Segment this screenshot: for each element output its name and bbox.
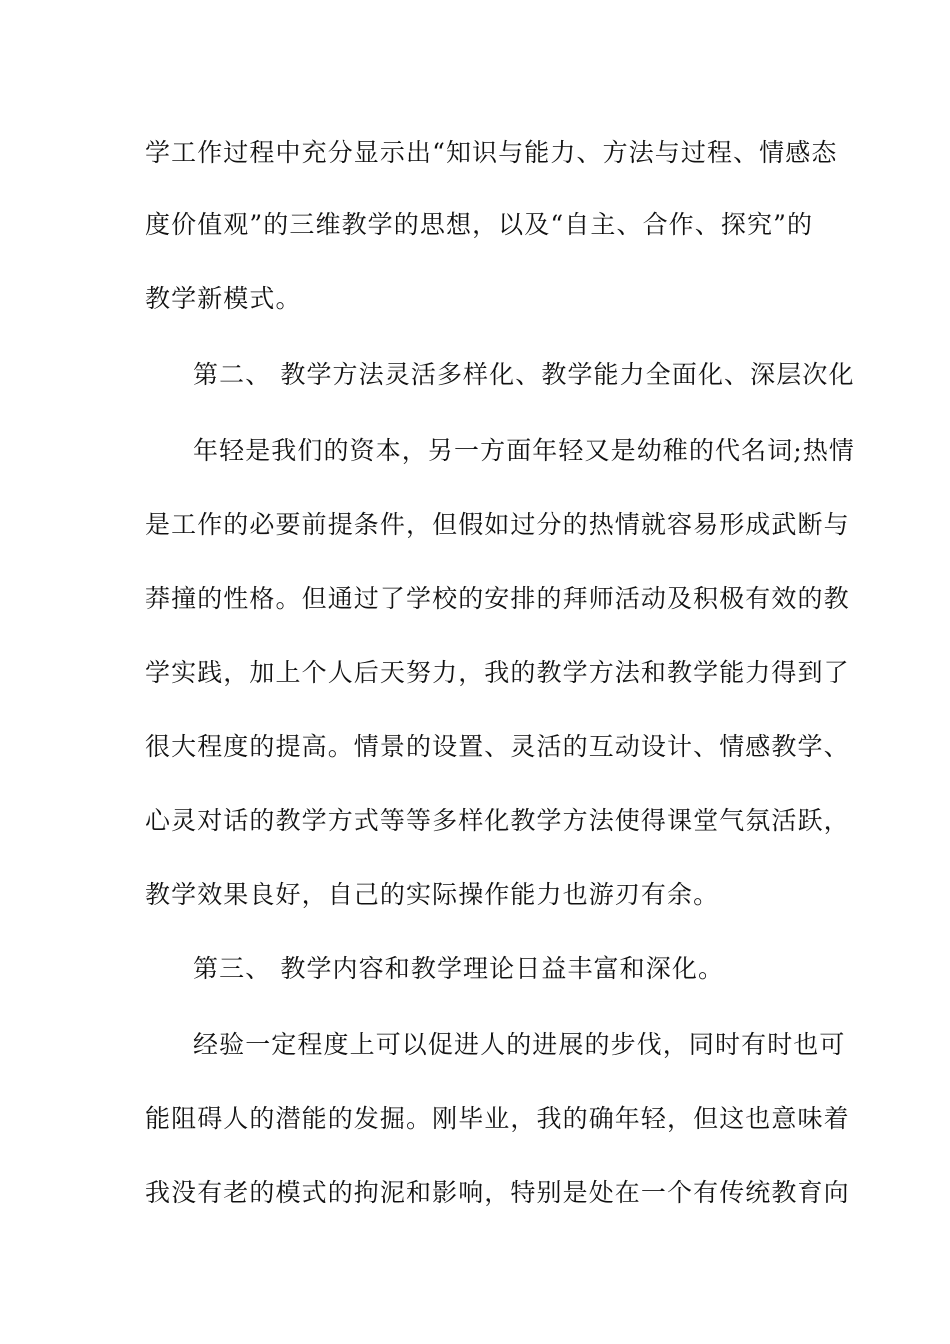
- text-line: 莽撞的性格。但通过了学校的安排的拜师活动及积极有效的教: [145, 584, 850, 613]
- text-line: 心灵对话的教学方式等等多样化教学方法使得课堂气氛活跃，: [145, 806, 850, 835]
- text-line: 教学新模式。: [145, 284, 302, 313]
- text-line: 经验一定程度上可以促进人的进展的步伐，同时有时也可: [193, 1030, 846, 1059]
- section-heading: 第三、 教学内容和教学理论日益丰富和深化。: [193, 954, 725, 983]
- text-line: 很大程度的提高。情景的设置、灵活的互动设计、情感教学、: [145, 732, 850, 761]
- text-line: 教学效果良好，自己的实际操作能力也游刃有余。: [145, 880, 720, 909]
- section-heading: 第二、 教学方法灵活多样化、教学能力全面化、深层次化: [193, 360, 855, 389]
- text-line: 度价值观”的三维教学的思想，以及“自主、合作、探究”的: [145, 210, 814, 239]
- text-line: 年轻是我们的资本，另一方面年轻又是幼稚的代名词;热情: [193, 436, 856, 465]
- text-line: 学工作过程中充分显示出“知识与能力、方法与过程、情感态: [145, 138, 838, 167]
- text-line: 学实践，加上个人后天努力，我的教学方法和教学能力得到了: [145, 658, 850, 687]
- text-line: 我没有老的模式的拘泥和影响，特别是处在一个有传统教育向: [145, 1178, 850, 1207]
- text-line: 能阻碍人的潜能的发掘。刚毕业，我的确年轻，但这也意味着: [145, 1104, 850, 1133]
- text-line: 是工作的必要前提条件，但假如过分的热情就容易形成武断与: [145, 510, 850, 539]
